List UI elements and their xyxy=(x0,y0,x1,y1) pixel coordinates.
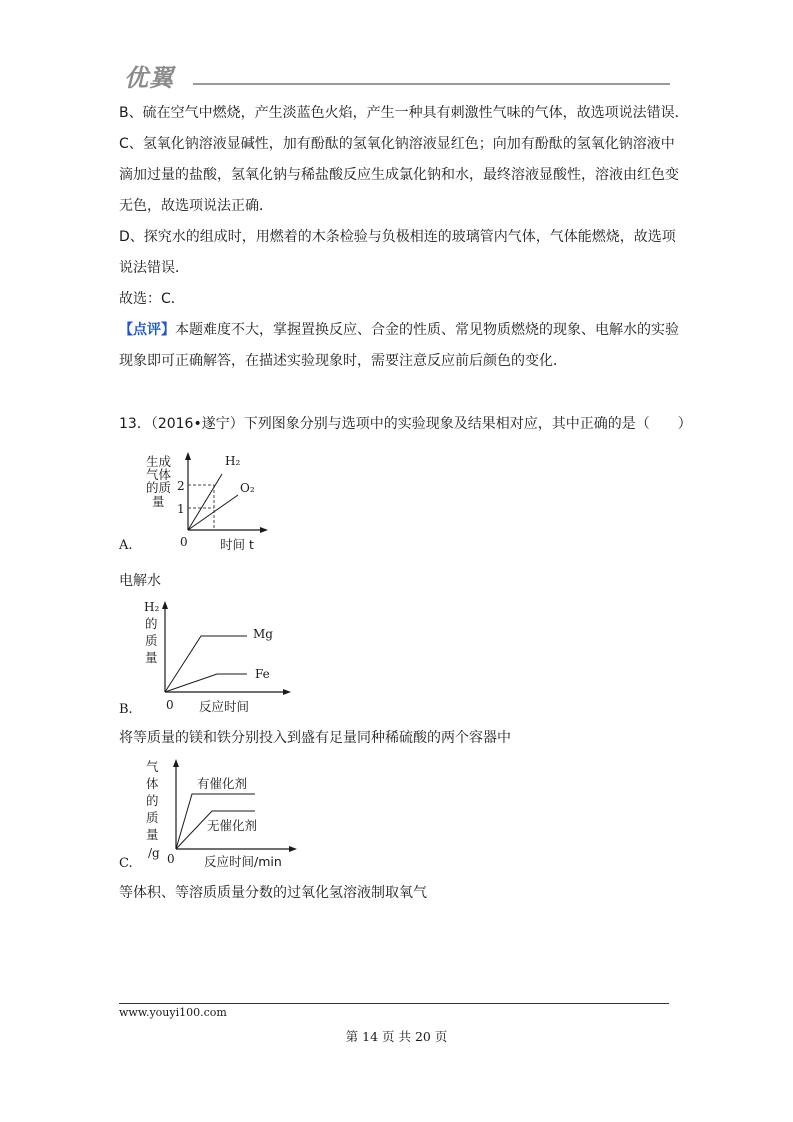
comment-line-1 xyxy=(119,321,679,339)
graph-c-ylabel-2: 体 xyxy=(146,776,159,791)
comment-text-1: 本题难度不大，掌握置换反应、合金的性质、常见物质燃烧的现象、电解水的实验 xyxy=(175,322,679,338)
graph-b-fe-label: Fe xyxy=(255,667,270,681)
graph-b-x-arrow xyxy=(283,689,291,695)
graph-a-o2-line xyxy=(188,495,238,530)
comment-line-2: 现象即可正确解答，在描述实验现象时，需要注意反应前后颜色的变化． xyxy=(119,353,567,369)
graph-b-ylabel-1: H₂ xyxy=(144,600,160,614)
graph-a-ytick-2: 2 xyxy=(177,479,185,493)
option-c-letter: C. xyxy=(119,856,133,871)
logo: 优翼 xyxy=(124,64,174,92)
graph-c-ylabel-3: 的 xyxy=(146,793,159,808)
graph-a-h2-line xyxy=(188,474,222,530)
analysis-line-d2: 说法错误． xyxy=(119,260,189,276)
option-c-caption: 等体积、等溶质质量分数的过氧化氢溶液制取氧气 xyxy=(119,885,427,901)
option-b-letter: B. xyxy=(119,702,133,717)
graph-c-ylabel-4: 质 xyxy=(146,810,159,825)
graph-c-xlabel: 反应时间/min xyxy=(204,854,282,869)
graph-a-x-arrow xyxy=(260,527,268,533)
analysis-line-c2: 滴加过量的盐酸，氢氧化钠与稀盐酸反应生成氯化钠和水，最终溶液显酸性，溶液由红色变 xyxy=(119,167,679,183)
graph-b-y-arrow xyxy=(162,601,168,609)
graph-c-x-arrow xyxy=(289,846,297,852)
analysis-line-c3: 无色，故选项说法正确． xyxy=(119,198,273,214)
graph-a-ylabel-2: 气体 xyxy=(146,467,172,482)
graph-c-yunit: /g xyxy=(148,846,160,860)
graph-a-h2-label: H₂ xyxy=(225,454,241,468)
graph-b-mg-label: Mg xyxy=(253,627,273,641)
graph-a-ylabel-3: 的质 xyxy=(146,480,172,495)
analysis-line-c1: C、氢氧化钠溶液显碱性，加有酚酞的氢氧化钠溶液显红色；向加有酚酞的氢氧化钠溶液中 xyxy=(119,136,675,152)
option-b-caption: 将等质量的镁和铁分别投入到盛有足量同种稀硫酸的两个容器中 xyxy=(119,730,511,746)
question-stem: 13．（2016•遂宁）下列图象分别与选项中的实验现象及结果相对应，其中正确的是（ ） xyxy=(119,416,692,432)
analysis-line-b: B、硫在空气中燃烧，产生淡蓝色火焰，产生一种具有刺激性气味的气体，故选项说法错误． xyxy=(119,105,689,121)
graph-b-ylabel-4: 量 xyxy=(145,650,158,665)
graph-b-mg-line xyxy=(165,636,247,692)
analysis-line-d1: D、探究水的组成时，用燃着的木条检验与负极相连的玻璃管内气体，气体能燃烧，故选项 xyxy=(119,229,676,245)
graph-a-ylabel-4: 量 xyxy=(152,494,165,509)
graph-c-catalyst-label: 有催化剂 xyxy=(197,776,248,791)
graph-b-ylabel-2: 的 xyxy=(145,616,158,631)
option-a-letter: A. xyxy=(119,538,133,553)
graph-a-xlabel: 时间 t xyxy=(220,537,254,552)
footer-url: www.youyi100.com xyxy=(119,1006,227,1019)
graph-a-ytick-1: 1 xyxy=(177,502,185,516)
graph-c xyxy=(135,754,305,872)
graph-c-ylabel-5: 量 xyxy=(146,827,159,842)
graph-a-ylabel-1: 生成 xyxy=(146,454,172,469)
option-a-caption: 电解水 xyxy=(119,573,161,589)
footer-rule xyxy=(119,1003,669,1004)
graph-a-o2-label: O₂ xyxy=(240,481,255,495)
graph-c-y-arrow xyxy=(173,759,179,767)
graph-b-origin: 0 xyxy=(166,698,174,712)
header-rule xyxy=(193,83,670,85)
graph-b-ylabel-3: 质 xyxy=(145,633,158,648)
graph-c-nocatalyst-label: 无催化剂 xyxy=(207,818,258,833)
comment-tag: 【点评】 xyxy=(119,322,175,338)
page-number: 第 14 页 共 20 页 xyxy=(345,1029,448,1044)
graph-c-origin: 0 xyxy=(167,852,175,866)
answer: 故选：C． xyxy=(119,291,185,307)
graph-a-origin: 0 xyxy=(180,535,188,549)
graph-c-ylabel-1: 气 xyxy=(146,759,159,774)
graph-a xyxy=(130,448,290,558)
graph-b xyxy=(135,598,300,720)
graph-b-xlabel: 反应时间 xyxy=(199,699,250,714)
graph-b-fe-line xyxy=(165,674,247,692)
graph-a-y-arrow xyxy=(185,452,191,460)
